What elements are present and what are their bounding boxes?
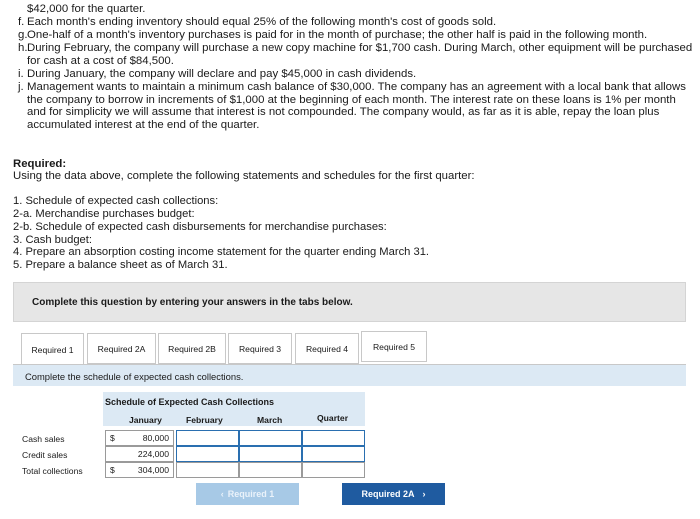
currency-symbol: $ [110, 433, 115, 443]
problem-item-h [18, 42, 693, 67]
required-intro: Using the data above, complete the following statements and schedules for the first quarter: [13, 170, 475, 182]
next-button[interactable] [342, 483, 445, 505]
total-collections-march [239, 462, 302, 478]
currency-symbol: $ [110, 465, 115, 475]
chevron-left-icon: ‹ [220, 489, 224, 499]
required-list-item: 3. Cash budget: [13, 234, 92, 246]
credit-sales-january[interactable] [105, 446, 174, 462]
tab-required-1[interactable]: Required 1 [21, 333, 84, 365]
panel-instruction-bar [13, 364, 686, 386]
previous-button[interactable] [196, 483, 299, 505]
required-list-item: 4. Prepare an absorption costing income statement for the quarter ending March 31. [13, 246, 430, 258]
tab-required-3[interactable]: Required 3 [228, 333, 292, 364]
credit-sales-february-input[interactable] [176, 446, 239, 462]
required-list-item: 1. Schedule of expected cash collections: [13, 195, 219, 207]
cell-value: 80,000 [142, 433, 169, 443]
required-heading: Required: [13, 158, 67, 170]
required-list-item: 5. Prepare a balance sheet as of March 31. [13, 259, 228, 271]
item-text-line: and for simplicity we will assume that interest is not compounded. The company would, as far as it is able, repay the loan plus [27, 106, 660, 119]
cash-sales-quarter-input[interactable] [302, 430, 365, 446]
item-text-line: accumulated interest at the end of the quarter. [27, 118, 260, 131]
instruction-box [13, 282, 686, 322]
column-header-january: January [129, 415, 162, 425]
credit-sales-quarter-input[interactable] [302, 446, 365, 462]
column-header-quarter: Quarter [317, 413, 349, 423]
previous-button-label: Required 1 [227, 489, 275, 499]
next-button-label: Required 2A [361, 489, 415, 499]
problem-item-i [18, 68, 688, 81]
item-label: f. [18, 16, 25, 28]
cash-sales-march-input[interactable] [239, 430, 302, 446]
column-header-march: March [257, 415, 283, 425]
column-header-february: February [186, 415, 223, 425]
item-text-line: During February, the company will purchase a new copy machine for $1,700 cash. During March, other equipment will be purchased [27, 42, 693, 54]
total-collections-quarter [302, 462, 365, 478]
cash-collections-schedule [18, 391, 365, 477]
problem-top-fragment: $42,000 for the quarter. [27, 3, 146, 15]
item-text: Each month's ending inventory should equal 25% of the following month's cost of goods sold. [27, 16, 497, 28]
cash-sales-january[interactable] [105, 430, 174, 446]
cell-value: 304,000 [137, 465, 169, 475]
required-list-item: 2-b. Schedule of expected cash disbursements for merchandise purchases: [13, 221, 387, 233]
item-label: g. [18, 29, 28, 41]
problem-item-j [18, 81, 693, 131]
required-list-item: 2-a. Merchandise purchases budget: [13, 208, 195, 220]
item-label: i. [18, 68, 24, 80]
tab-required-5[interactable]: Required 5 [361, 331, 427, 362]
item-text-line: the company to borrow in increments of $1,000 at the beginning of each month. The interest rate on these loans is 1% per month [27, 93, 676, 106]
schedule-title: Schedule of Expected Cash Collections [105, 397, 275, 407]
item-text-line: Management wants to maintain a minimum cash balance of $30,000. The company has an agreement with a local bank that allows [27, 81, 686, 93]
problem-item-g [18, 29, 688, 42]
item-label: j. [18, 81, 24, 93]
tab-required-2b[interactable]: Required 2B [158, 333, 226, 364]
row-label-cash-sales: Cash sales [22, 434, 65, 444]
tab-required-2a[interactable]: Required 2A [87, 333, 156, 364]
tab-required-4[interactable]: Required 4 [295, 333, 359, 364]
item-text-line: for cash at a cost of $84,500. [27, 54, 174, 67]
credit-sales-march-input[interactable] [239, 446, 302, 462]
total-collections-january[interactable] [105, 462, 174, 478]
item-label: h. [18, 42, 28, 54]
item-text: One-half of a month's inventory purchases is paid for in the month of purchase; the other half is paid in the following month. [27, 29, 648, 41]
row-label-total-collections: Total collections [22, 466, 83, 476]
cash-sales-february-input[interactable] [176, 430, 239, 446]
cell-value: 224,000 [137, 449, 169, 459]
panel-instruction-text: Complete the schedule of expected cash collections. [25, 371, 244, 382]
problem-item-f [18, 16, 688, 29]
chevron-right-icon: › [422, 489, 426, 499]
total-collections-february [176, 462, 239, 478]
item-text: During January, the company will declare and pay $45,000 in cash dividends. [27, 68, 417, 80]
row-label-credit-sales: Credit sales [22, 450, 68, 460]
instruction-text: Complete this question by entering your answers in the tabs below. [32, 297, 353, 308]
